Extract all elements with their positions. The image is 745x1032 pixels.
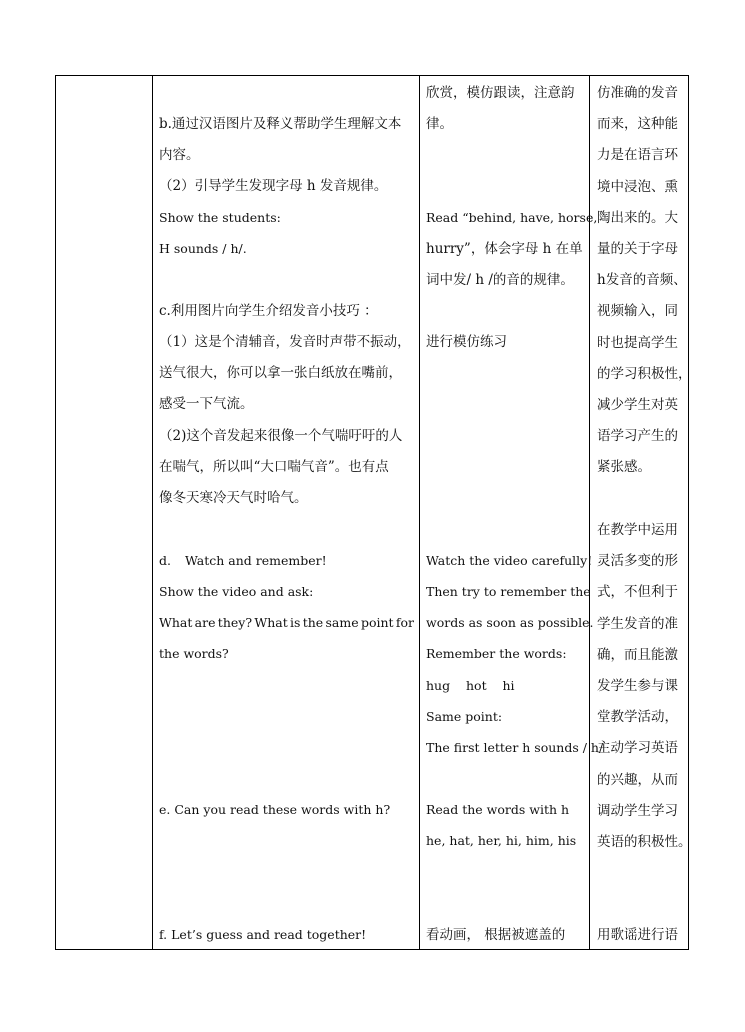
col4-line: 确，而且能激 (597, 646, 678, 663)
column-divider (419, 76, 420, 949)
col4-line: 减少学生对英 (597, 397, 678, 413)
col4-line: 仿准确的发音 (597, 85, 678, 101)
question-word: they? (217, 615, 253, 630)
col3-watch-line2: Then try to remember the (426, 584, 591, 599)
col3-first-letter: The first letter h sounds / h/ (426, 740, 604, 755)
col2-tip1-line1: （1）这是个清辅音，发音时声带不振动， (159, 334, 411, 350)
column-divider (589, 76, 590, 949)
col2-d-text: Watch and remember! (185, 553, 327, 568)
col2-tip1-line2: 送气很大，你可以拿一张白纸放在嘴前， (159, 365, 402, 381)
col2-c: c.利用图片向学生介绍发音小技巧 ： (159, 303, 378, 319)
col2-tip1-line3: 感受一下气流。 (159, 396, 254, 412)
column-divider (152, 76, 153, 949)
col4-line: 时也提高学生 (597, 334, 678, 351)
col2-tip2-line2: 在喘气，所以叫“大口喘气音”。也有点 (159, 459, 389, 475)
question-word: point (360, 615, 394, 630)
col2-d-label: d. (159, 553, 171, 568)
col4-line: 量的关于字母 (597, 241, 678, 257)
col2-tip2-line3: 像冬天寒冷天气时哈气。 (159, 490, 308, 506)
lesson-plan-table (55, 75, 692, 950)
question-word: What (254, 615, 288, 630)
col4-line: 力是在语言环 (597, 147, 678, 164)
col4-line: 境中浸泡、熏 (597, 178, 678, 195)
col3-watch-line3: words as soon as possible. (426, 615, 594, 630)
col3-practice: 进行模仿练习 (426, 334, 507, 350)
col4-line: 堂教学活动， (597, 709, 678, 726)
col4-line: 语学习产生的 (597, 428, 678, 445)
col3-same-point: Same point: (426, 709, 503, 724)
col4-line: 主动学习英语 (597, 740, 678, 757)
question-word: the (302, 615, 324, 630)
col2-b-line2: 内容。 (159, 147, 200, 163)
col4-line: 式，不但利于 (597, 584, 678, 601)
col4-line: h发音的音频、 (597, 272, 687, 289)
col2-show: Show the students: (159, 210, 281, 225)
question-word: What (159, 615, 193, 630)
col3-words: hug hot hi (426, 678, 515, 693)
col4-line: 视频输入，同 (597, 303, 678, 320)
col4-line: 在教学中运用 (597, 522, 678, 538)
col2-b-line1: b.通过汉语图片及释义帮助学生理解文本 (159, 116, 402, 132)
question-word: is (290, 615, 301, 630)
col2-f: f. Let’s guess and read together! (159, 927, 367, 942)
col4-line: 发学生参与课 (597, 678, 678, 694)
col2-e: e. Can you read these words with h? (159, 802, 391, 817)
question-word: for (395, 615, 414, 630)
col3-line1: 欣赏，模仿跟读，注意韵 (426, 85, 575, 101)
col2-tip2-line1: （2)这个音发起来很像一个气喘吁吁的人 (159, 428, 403, 444)
col4-last: 用歌谣进行语 (597, 927, 678, 943)
col3-read-line2: hurry”，体会字母 h 在单 (426, 241, 583, 257)
col3-word-list: he, hat, her, hi, him, his (426, 833, 577, 848)
col2-step2: （2）引导学生发现字母 h 发音规律。 (159, 178, 388, 194)
question-word: are (194, 615, 216, 630)
col4-line: 调动学生学习 (597, 802, 678, 819)
col3-animation: 看动画， 根据被遮盖的 (426, 927, 566, 943)
col4-line: 的兴趣，从而 (597, 771, 678, 788)
col3-read-line1: Read “behind, have, horse, (426, 210, 598, 225)
col2-d-question-line1 (159, 615, 414, 631)
col4-line: 陶出来的。大 (597, 209, 678, 226)
col4-line: 紧张感。 (597, 459, 651, 476)
col4-line: 的学习积极性， (597, 365, 692, 382)
col4-line: 学生发音的准 (597, 615, 678, 632)
col4-line: 英语的积极性。 (597, 834, 692, 850)
col3-read-with: Read the words with h (426, 802, 570, 817)
col4-line: 而来，这种能 (597, 116, 678, 133)
col3-remember: Remember the words: (426, 646, 567, 661)
col2-d-show: Show the video and ask: (159, 584, 314, 599)
col4-line: 灵活多变的形 (597, 553, 678, 570)
col3-read-line3: 词中发/ h /的音的规律。 (426, 272, 574, 288)
col3-line2: 律。 (426, 116, 453, 132)
col2-d-question-line2: the words? (159, 646, 229, 661)
col3-watch-line1: Watch the video carefully! (426, 553, 593, 568)
question-word: same (325, 615, 359, 630)
col2-h-sounds: H sounds / h/. (159, 241, 247, 256)
